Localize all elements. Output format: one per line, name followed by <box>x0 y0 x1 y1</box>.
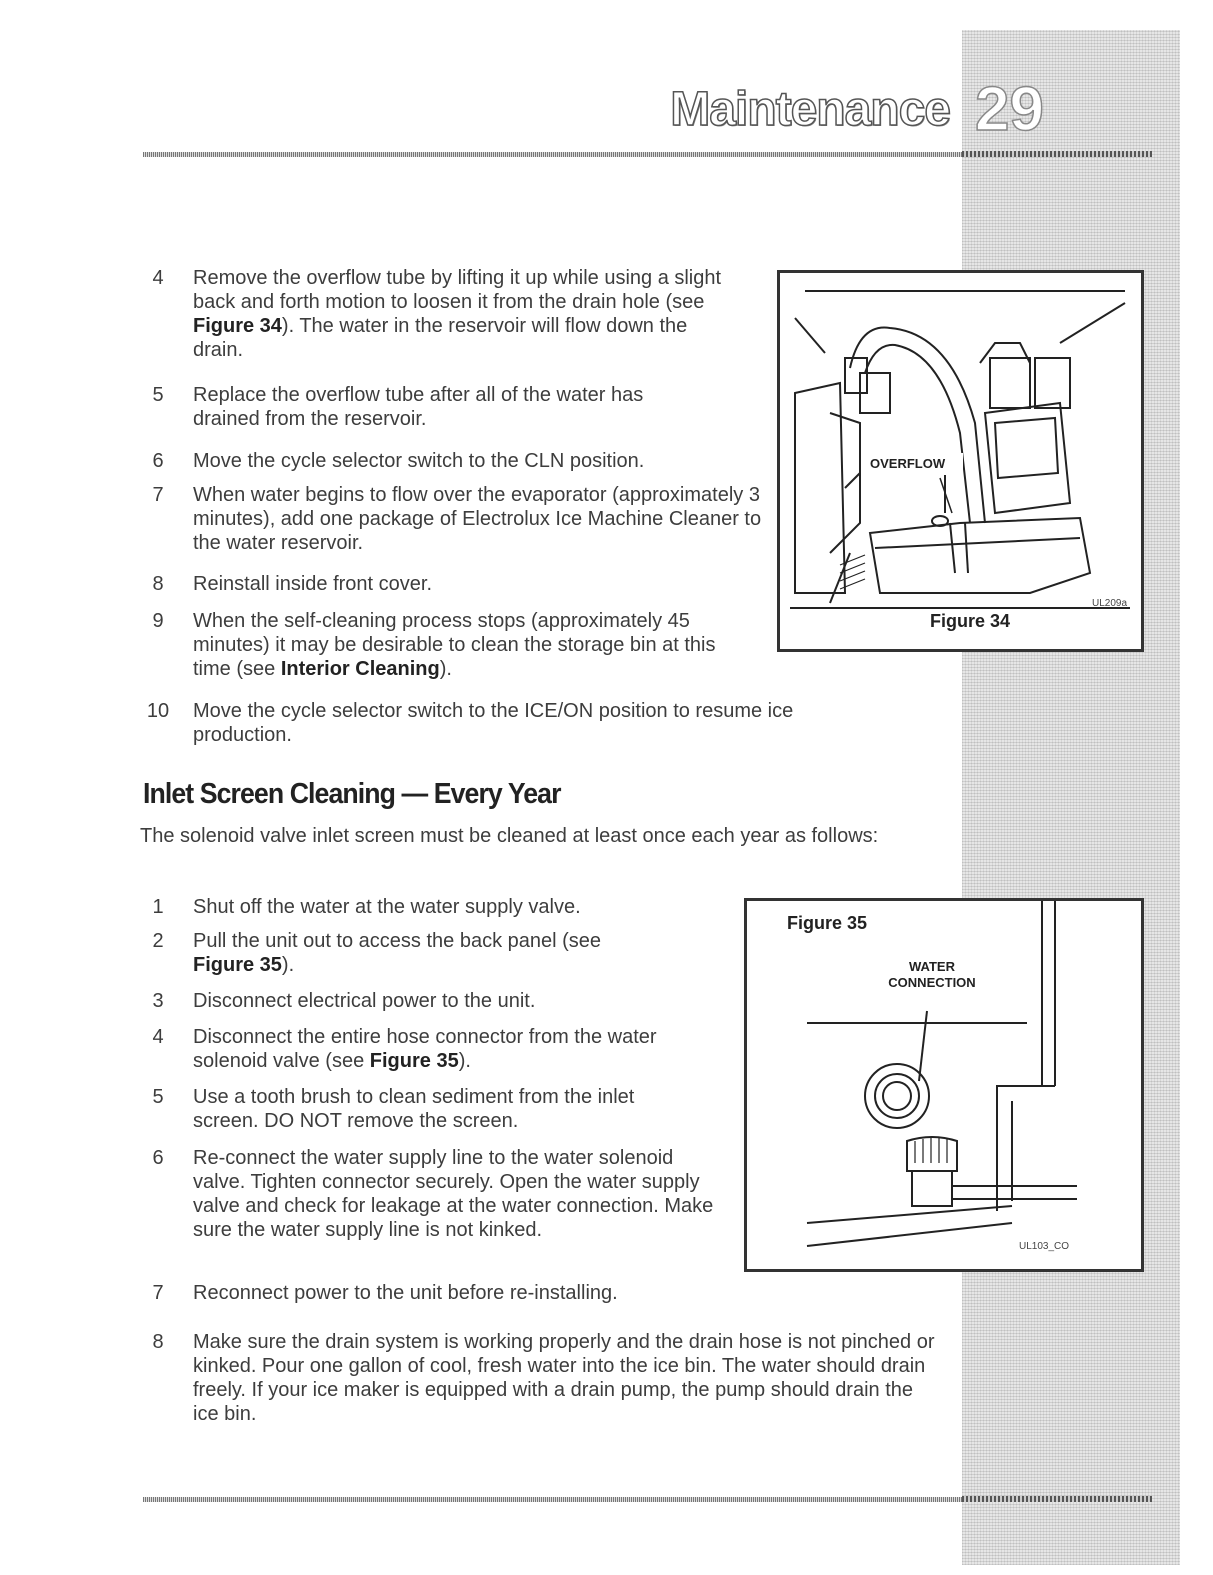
step-text: Reinstall inside front cover. <box>193 573 433 595</box>
step-number: 8 <box>152 573 164 595</box>
figure-reference: Figure 35 <box>193 954 282 976</box>
water-connection-illustration <box>747 901 1141 1269</box>
figure-35-caption: Figure 35 <box>787 913 868 933</box>
step-number: 2 <box>152 930 164 952</box>
step-text: Make sure the drain system is working properly and the drain hose is not pinched or kinked. Pour one gallon of cool, fresh water into the ice bin. The water should drain freely. If your ice maker is equipped with a drain pump, the pump should drain the ice bin. <box>193 1331 935 1425</box>
section-heading: Inlet Screen Cleaning — Every Year <box>143 778 561 810</box>
step-text: When the self-cleaning process stops (approximately 45 minutes) it may be desirable to clean the storage bin at this time (see Interior Cleaning). <box>193 610 716 680</box>
step-number: 7 <box>152 1282 164 1304</box>
step-number: 5 <box>152 384 164 406</box>
step-number: 3 <box>152 990 164 1012</box>
step-number: 6 <box>152 1147 164 1169</box>
ice-machine-overflow-illustration <box>780 273 1141 649</box>
figure-reference: Figure 35 <box>369 1050 459 1072</box>
header-rule-accent <box>962 151 1152 157</box>
step-text: When water begins to flow over the evaporator (approximately 3 minutes), add one package of Electrolux Ice Machine Cleaner to the water reservoir. <box>193 484 762 554</box>
step-text: Replace the overflow tube after all of the water has drained from the reservoir. <box>193 384 644 430</box>
overflow-label: OVERFLOW <box>870 456 946 471</box>
step-number: 8 <box>152 1331 164 1353</box>
step-text: Re-connect the water supply line to the water solenoid valve. Tighten connector securely. Open the water supply valve and check for leakage at the water connection. Make sure the water supply line is not kinked. <box>193 1147 714 1241</box>
decorative-side-band <box>962 30 1180 1565</box>
step-number: 5 <box>152 1086 164 1108</box>
step-number: 4 <box>152 1026 164 1048</box>
figure-reference: Figure 34 <box>193 315 282 337</box>
page-number: 29 <box>975 75 1044 144</box>
figure-35 <box>744 898 1144 1272</box>
section-intro: The solenoid valve inlet screen must be cleaned at least once each year as follows: <box>140 825 879 847</box>
page-title: Maintenance <box>670 83 950 136</box>
cross-reference: Interior Cleaning <box>280 658 440 680</box>
water-connection-label: WATER CONNECTION <box>888 959 976 990</box>
step-text: Disconnect the entire hose connector from the water solenoid valve (see Figure 35). <box>193 1026 657 1072</box>
figure-35-code: UL103_CO <box>1019 1241 1070 1252</box>
step-number: 4 <box>152 267 164 289</box>
figure-34 <box>777 270 1144 652</box>
figure-34-caption: Figure 34 <box>930 611 1011 631</box>
step-number: 1 <box>152 896 164 918</box>
step-text: Shut off the water at the water supply valve. <box>193 896 581 918</box>
step-text: Pull the unit out to access the back panel (see Figure 35). <box>193 930 602 976</box>
step-number: 7 <box>152 484 164 506</box>
step-number: 9 <box>152 610 164 632</box>
step-text: Move the cycle selector switch to the ICE/ON position to resume ice production. <box>193 700 794 746</box>
step-text: Move the cycle selector switch to the CLN position. <box>193 450 645 472</box>
step-number: 6 <box>152 450 164 472</box>
step-text: Use a tooth brush to clean sediment from the inlet screen. DO NOT remove the screen. <box>193 1086 635 1132</box>
step-text: Reconnect power to the unit before re-installing. <box>193 1282 618 1304</box>
footer-rule-accent <box>962 1496 1152 1502</box>
step-number: 10 <box>146 700 170 722</box>
figure-34-code: UL209a <box>1092 598 1128 609</box>
step-text: Disconnect electrical power to the unit. <box>193 990 536 1012</box>
step-text: Remove the overflow tube by lifting it up while using a slight back and forth motion to loosen it from the drain hole (see Figure 34). The water in the reservoir will flow down the drain. <box>193 267 722 361</box>
